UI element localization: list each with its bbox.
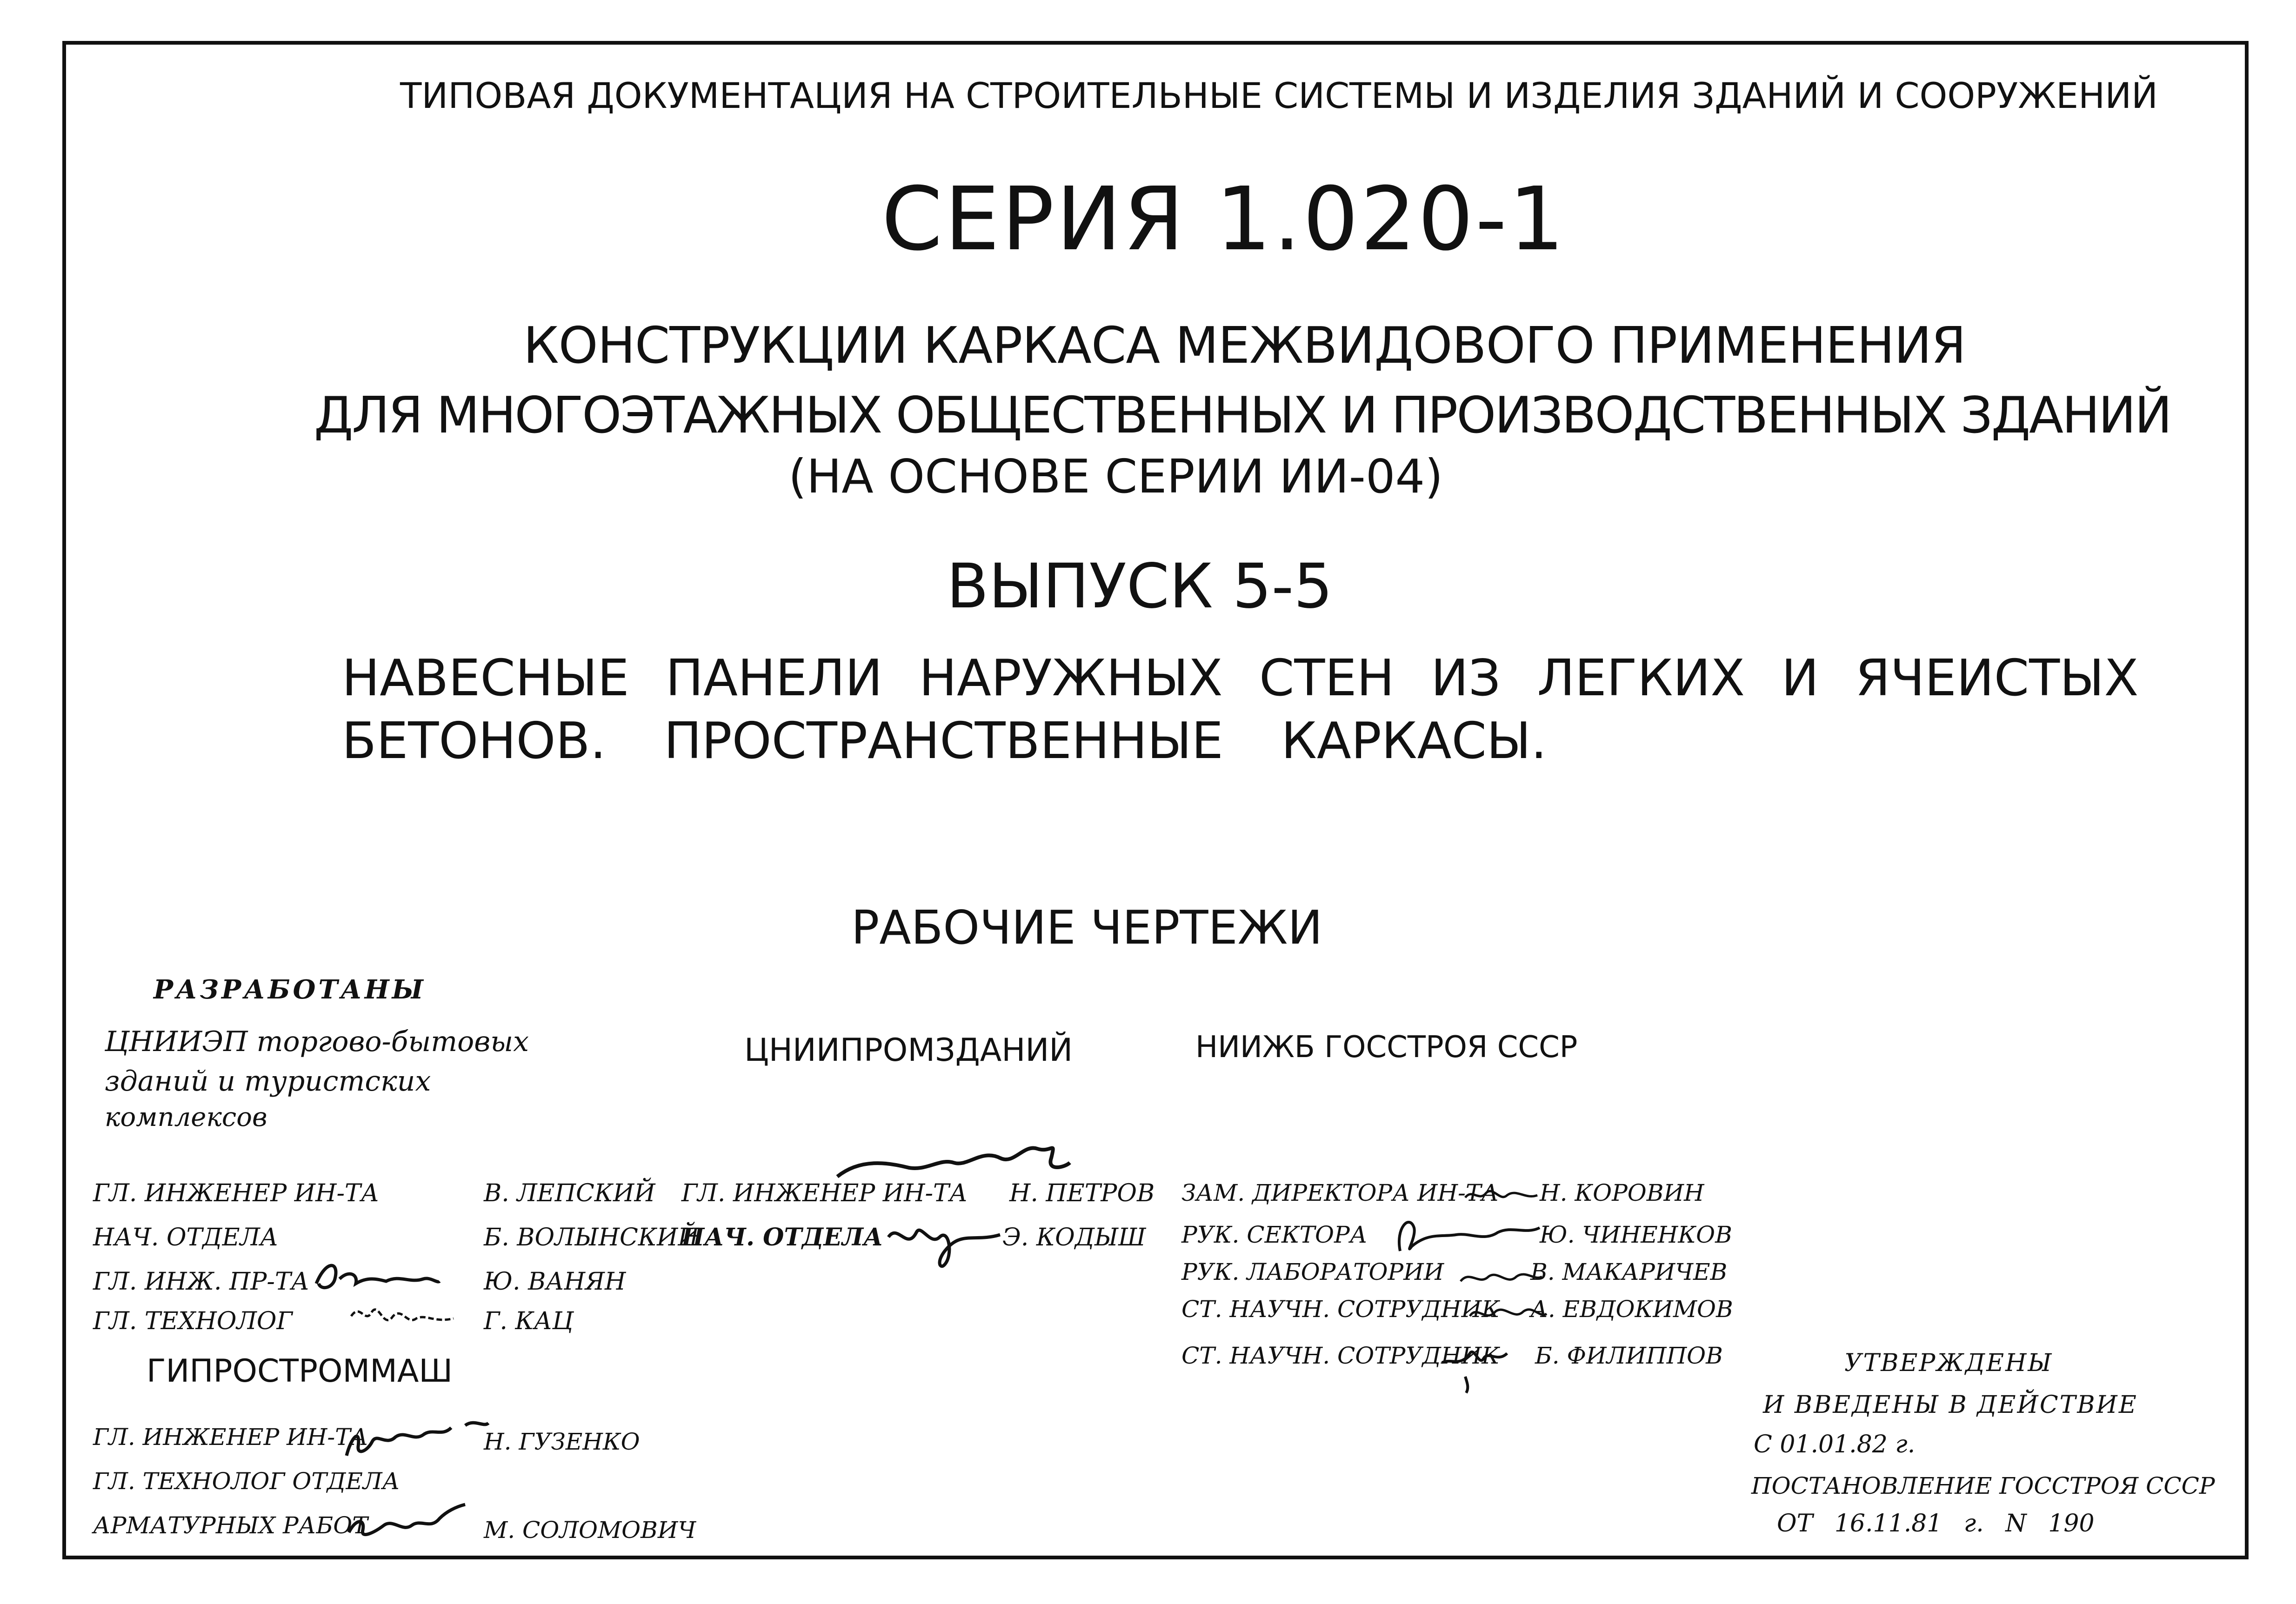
org-giprostrommash: ГИПРОСТРОММАШ: [147, 1353, 453, 1390]
document-header: ТИПОВАЯ ДОКУМЕНТАЦИЯ НА СТРОИТЕЛЬНЫЕ СИСТЕМЫ И ИЗДЕЛИЯ ЗДАНИЙ И СООРУЖЕНИЙ: [400, 75, 2158, 116]
approval-line-2: И ВВЕДЕНЫ В ДЕЙСТВИЕ: [1763, 1391, 2138, 1419]
signature-evdokimov: [1465, 1298, 1549, 1330]
staff3-name-1: Н. КОРОВИН: [1540, 1179, 1704, 1206]
signature-guzenko: [340, 1414, 493, 1465]
staff3-role-1: ЗАМ. ДИРЕКТОРА ИН-ТА: [1181, 1179, 1499, 1206]
staff2-role-2: НАЧ. ОТДЕЛА: [681, 1223, 883, 1251]
issue-description-line-2: БЕТОНОВ. ПРОСТРАНСТВЕННЫЕ КАРКАСЫ.: [342, 712, 1547, 770]
approval-line-4: ПОСТАНОВЛЕНИЕ ГОССТРОЯ СССР: [1751, 1472, 2215, 1499]
staff3-role-4: СТ. НАУЧН. СОТРУДНИК: [1181, 1296, 1500, 1323]
staff3-name-4: А. ЕВДОКИМОВ: [1530, 1296, 1733, 1323]
staff1-role-4: ГЛ. ТЕХНОЛОГ: [93, 1307, 293, 1335]
staff1-name-1: В. ЛЕПСКИЙ: [484, 1179, 655, 1207]
staff3-name-2: Ю. ЧИНЕНКОВ: [1540, 1221, 1732, 1248]
staff4-role-3: АРМАТУРНЫХ РАБОТ: [93, 1512, 368, 1539]
working-drawings-label: РАБОЧИЕ ЧЕРТЕЖИ: [851, 900, 1323, 955]
issue-title: ВЫПУСК 5-5: [947, 551, 1333, 622]
issue-description-line-1: НАВЕСНЫЕ ПАНЕЛИ НАРУЖНЫХ СТЕН ИЗ ЛЕГКИХ И ЯЧЕИСТЫХ: [342, 649, 2139, 707]
staff3-name-3: В. МАКАРИЧЕВ: [1530, 1258, 1728, 1285]
staff4-name-3: М. СОЛОМОВИЧ: [484, 1517, 696, 1544]
approval-line-1: УТВЕРЖДЕНЫ: [1844, 1349, 2053, 1377]
org-cniipromzdaniy: ЦНИИПРОМЗДАНИЙ: [744, 1032, 1073, 1069]
staff1-name-4: Г. КАЦ: [484, 1307, 574, 1335]
org-cniiep-line-1: ЦНИИЭП торгово-бытовых: [105, 1025, 529, 1058]
series-title: СЕРИЯ 1.020-1: [881, 168, 1567, 270]
approval-line-5: ОТ 16.11.81 г. N 190: [1777, 1510, 2095, 1537]
staff2-name-2: Э. КОДЫШ: [1002, 1224, 1146, 1251]
staff2-name-1: Н. ПЕТРОВ: [1009, 1179, 1155, 1207]
signature-kodysh: [884, 1214, 1005, 1274]
signature-solomovich: [342, 1500, 467, 1546]
staff1-name-3: Ю. ВАНЯН: [484, 1268, 626, 1296]
staff3-role-2: РУК. СЕКТОРА: [1181, 1221, 1368, 1248]
signature-makarichev: [1456, 1260, 1544, 1293]
org-cniiep-line-2: зданий и туристских: [105, 1065, 431, 1098]
signature-chinenkov: [1391, 1209, 1544, 1260]
subtitle-line-2: ДЛЯ МНОГОЭТАЖНЫХ ОБЩЕСТВЕННЫХ И ПРОИЗВОДСТВЕННЫХ ЗДАНИЙ: [314, 386, 2171, 445]
signature-kats: [347, 1298, 458, 1339]
staff4-name-1: Н. ГУЗЕНКО: [484, 1428, 640, 1455]
staff1-role-2: НАЧ. ОТДЕЛА: [93, 1224, 279, 1251]
staff4-role-1: ГЛ. ИНЖЕНЕР ИН-ТА: [93, 1424, 368, 1451]
signature-filippov: [1433, 1339, 1512, 1395]
staff4-role-2: ГЛ. ТЕХНОЛОГ ОТДЕЛА: [93, 1468, 400, 1495]
approval-line-3: С 01.01.82 г.: [1754, 1431, 1916, 1458]
org-cniiep-line-3: комплексов: [105, 1102, 267, 1132]
subtitle-line-1: КОНСТРУКЦИИ КАРКАСА МЕЖВИДОВОГО ПРИМЕНЕНИЯ: [523, 317, 1966, 375]
staff3-role-5: СТ. НАУЧН. СОТРУДНИК: [1181, 1342, 1500, 1369]
developed-by-label: РАЗРАБОТАНЫ: [154, 974, 426, 1005]
staff2-role-1: ГЛ. ИНЖЕНЕР ИН-ТА: [681, 1179, 968, 1207]
staff1-role-1: ГЛ. ИНЖЕНЕР ИН-ТА: [93, 1179, 380, 1207]
org-niizhb: НИИЖБ ГОССТРОЯ СССР: [1195, 1030, 1578, 1065]
signature-korovin: [1461, 1179, 1540, 1211]
subtitle-line-3: (НА ОСНОВЕ СЕРИИ ИИ-04): [788, 449, 1443, 504]
staff1-name-2: Б. ВОЛЫНСКИЙ: [484, 1224, 699, 1251]
staff3-name-5: Б. ФИЛИППОВ: [1535, 1342, 1723, 1369]
staff1-role-3: ГЛ. ИНЖ. ПР-ТА: [93, 1268, 310, 1296]
signature-vanyan: [312, 1251, 442, 1302]
staff3-role-3: РУК. ЛАБОРАТОРИИ: [1181, 1258, 1444, 1285]
signature-petrov: [833, 1130, 1075, 1195]
